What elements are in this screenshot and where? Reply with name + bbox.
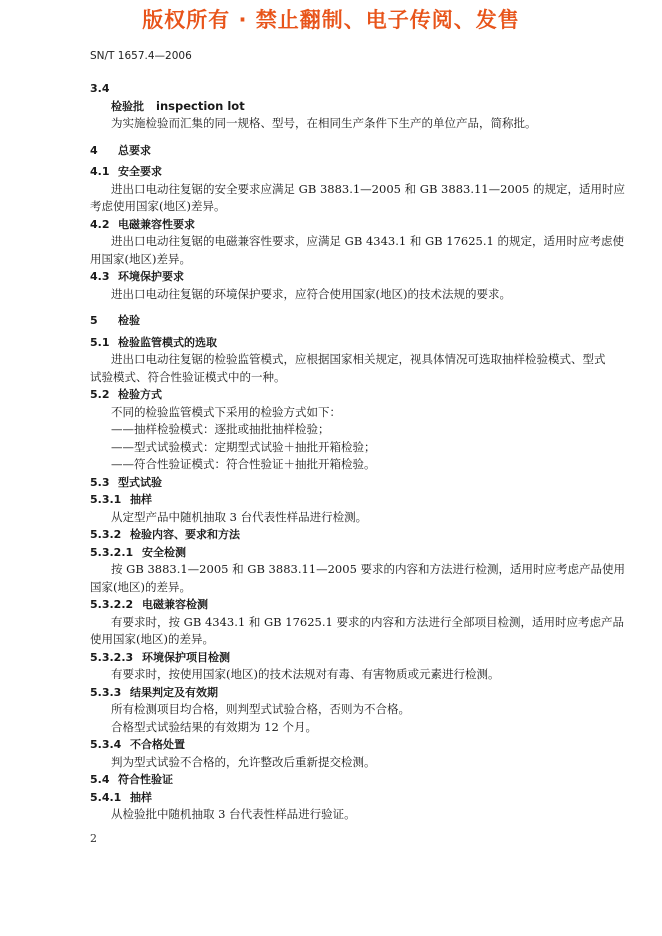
paragraph-continuation: 国家(地区)的差异。 [90, 579, 191, 594]
document-number: SN/T 1657.4—2006 [90, 50, 192, 62]
paragraph: 进出口电动往复锯的检验监管模式，应根据国家相关规定，视具体情况可选取抽样检验模式、型式 [111, 352, 606, 366]
section-heading-5: 5 检验 [90, 314, 140, 327]
paragraph: 进出口电动往复锯的电磁兼容性要求，应满足 GB 4343.1 和 GB 17625.1 的规定，适用时应考虑使 [111, 234, 624, 248]
section-heading-5-3-2-3: 5.3.2.3 环境保护项目检测 [90, 650, 230, 664]
section-heading-5-3-4: 5.3.4 不合格处置 [90, 738, 185, 751]
list-item: ——型式试验模式：定期型式试验＋抽批开箱检验； [111, 439, 376, 454]
section-heading-4-1: 4.1 安全要求 [90, 165, 162, 178]
paragraph: 有要求时，按使用国家(地区)的技术法规对有毒、有害物质或元素进行检测。 [111, 667, 500, 681]
term-inspection-lot [90, 98, 610, 116]
section-heading-5-3-2-1: 5.3.2.1 安全检测 [90, 545, 186, 559]
section-heading-5-3: 5.3 型式试验 [90, 475, 162, 489]
section-heading-5-4-1: 5.4.1 抽样 [90, 790, 152, 804]
paragraph-continuation: 用国家(地区)差异。 [90, 251, 191, 266]
section-heading-5-3-2: 5.3.2 检验内容、要求和方法 [90, 528, 240, 541]
paragraph: 不同的检验监管模式下采用的检验方式如下： [111, 404, 341, 419]
term-english: inspection lot [156, 98, 245, 113]
paragraph: 从检验批中随机抽取 3 台代表性样品进行验证。 [111, 807, 356, 821]
section-heading-5-3-3: 5.3.3 结果判定及有效期 [90, 685, 218, 699]
section-heading-5-3-1: 5.3.1 抽样 [90, 493, 152, 506]
copyright-watermark: 版权所有 · 禁止翻制、电子传阅、发售 [142, 8, 520, 32]
paragraph-continuation: 考虑使用国家(地区)差异。 [90, 199, 226, 213]
page-number: 2 [90, 832, 97, 845]
paragraph: 为实施检验而汇集的同一规格、型号，在相同生产条件下生产的单位产品，简称批。 [111, 116, 537, 130]
section-heading-4-2: 4.2 电磁兼容性要求 [90, 217, 195, 231]
section-heading-5-4: 5.4 符合性验证 [90, 773, 173, 786]
paragraph: 按 GB 3883.1—2005 和 GB 3883.11—2005 要求的内容和方法进行检测，适用时应考虑产品使用 [111, 562, 626, 576]
section-heading-5-2: 5.2 检验方式 [90, 388, 162, 401]
paragraph-continuation: 试验模式、符合性验证模式中的一种。 [90, 369, 286, 384]
paragraph: 进出口电动往复锯的环境保护要求，应符合使用国家(地区)的技术法规的要求。 [111, 286, 511, 301]
term-chinese: 检验批 [111, 99, 144, 113]
paragraph: 进出口电动往复锯的安全要求应满足 GB 3883.1—2005 和 GB 3883.11—2005 的规定，适用时应 [111, 181, 626, 196]
paragraph: 判为型式试验不合格的，允许整改后重新提交检测。 [111, 754, 376, 769]
paragraph: 合格型式试验结果的有效期为 12 个月。 [111, 719, 317, 734]
document-body [90, 80, 626, 824]
section-heading-5-1: 5.1 检验监管模式的选取 [90, 335, 217, 349]
paragraph-continuation: 使用国家(地区)的差异。 [90, 632, 214, 646]
section-heading-5-3-2-2: 5.3.2.2 电磁兼容检测 [90, 598, 208, 611]
clause-3-4-number: 3.4 [90, 82, 110, 95]
section-heading-4-3: 4.3 环境保护要求 [90, 270, 184, 283]
paragraph: 有要求时，按 GB 4343.1 和 GB 17625.1 要求的内容和方法进行全部项目检测，适用时应考虑产品 [111, 614, 624, 629]
section-heading-4: 4 总要求 [90, 143, 151, 157]
list-item: ——抽样检验模式：逐批或抽批抽样检验； [111, 422, 330, 436]
list-item: ——符合性验证模式：符合性验证＋抽批开箱检验。 [111, 457, 376, 471]
paragraph: 所有检测项目均合格，则判型式试验合格，否则为不合格。 [111, 702, 410, 716]
paragraph: 从定型产品中随机抽取 3 台代表性样品进行检测。 [111, 509, 368, 524]
